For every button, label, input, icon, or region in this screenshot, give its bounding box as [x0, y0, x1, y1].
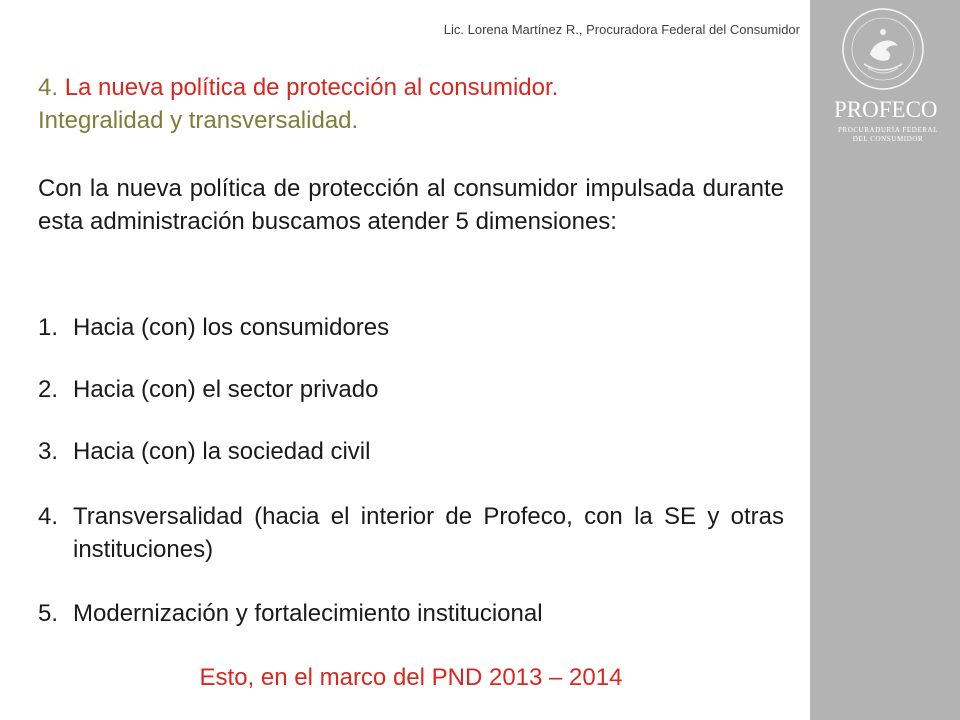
intro-paragraph: Con la nueva política de protección al consumidor impulsada durante esta administración buscamos atender 5 dimensiones:: [38, 175, 784, 235]
list-item: [38, 373, 784, 406]
footer-note: Esto, en el marco del PND 2013 – 2014: [199, 664, 623, 691]
list-item: [38, 500, 784, 566]
profeco-wordmark: [832, 95, 944, 123]
slide-title: [38, 71, 798, 137]
title-heading: La nueva política de protección al consumidor.: [64, 74, 559, 101]
title-subheading: Integralidad y transversalidad.: [38, 107, 359, 134]
list-item-number: 3.: [38, 438, 59, 465]
profeco-subtitle-line2: DEL CONSUMIDOR: [852, 135, 924, 143]
list-item-text: Hacia (con) los consumidores: [73, 314, 390, 341]
profeco-subtitle-line1: PROCURADURÍA FEDERAL: [837, 126, 939, 134]
list-item-number: 4.: [38, 503, 59, 530]
title-line1: [38, 71, 798, 104]
list-item: [38, 597, 784, 630]
list-item-number: 5.: [38, 600, 59, 627]
list-item: [38, 435, 784, 468]
list-item-number: 2.: [38, 376, 59, 403]
list-item-text: Modernización y fortalecimiento institucional: [73, 600, 543, 627]
list-item-text: Hacia (con) la sociedad civil: [73, 438, 371, 465]
header-credit: Lic. Lorena Martínez R., Procuradora Federal del Consumidor: [443, 22, 800, 37]
list-item: [38, 311, 784, 344]
title-number: 4.: [38, 74, 59, 101]
mexican-seal-logo: [840, 6, 926, 92]
svg-text:PROFECO: PROFECO: [834, 97, 938, 122]
profeco-subtitle: [832, 126, 944, 144]
list-item-text: Transversalidad (hacia el interior de Profeco, con la SE y otras instituciones): [73, 503, 784, 563]
list-item-number: 1.: [38, 314, 59, 341]
list-item-text: Hacia (con) el sector privado: [73, 376, 379, 403]
